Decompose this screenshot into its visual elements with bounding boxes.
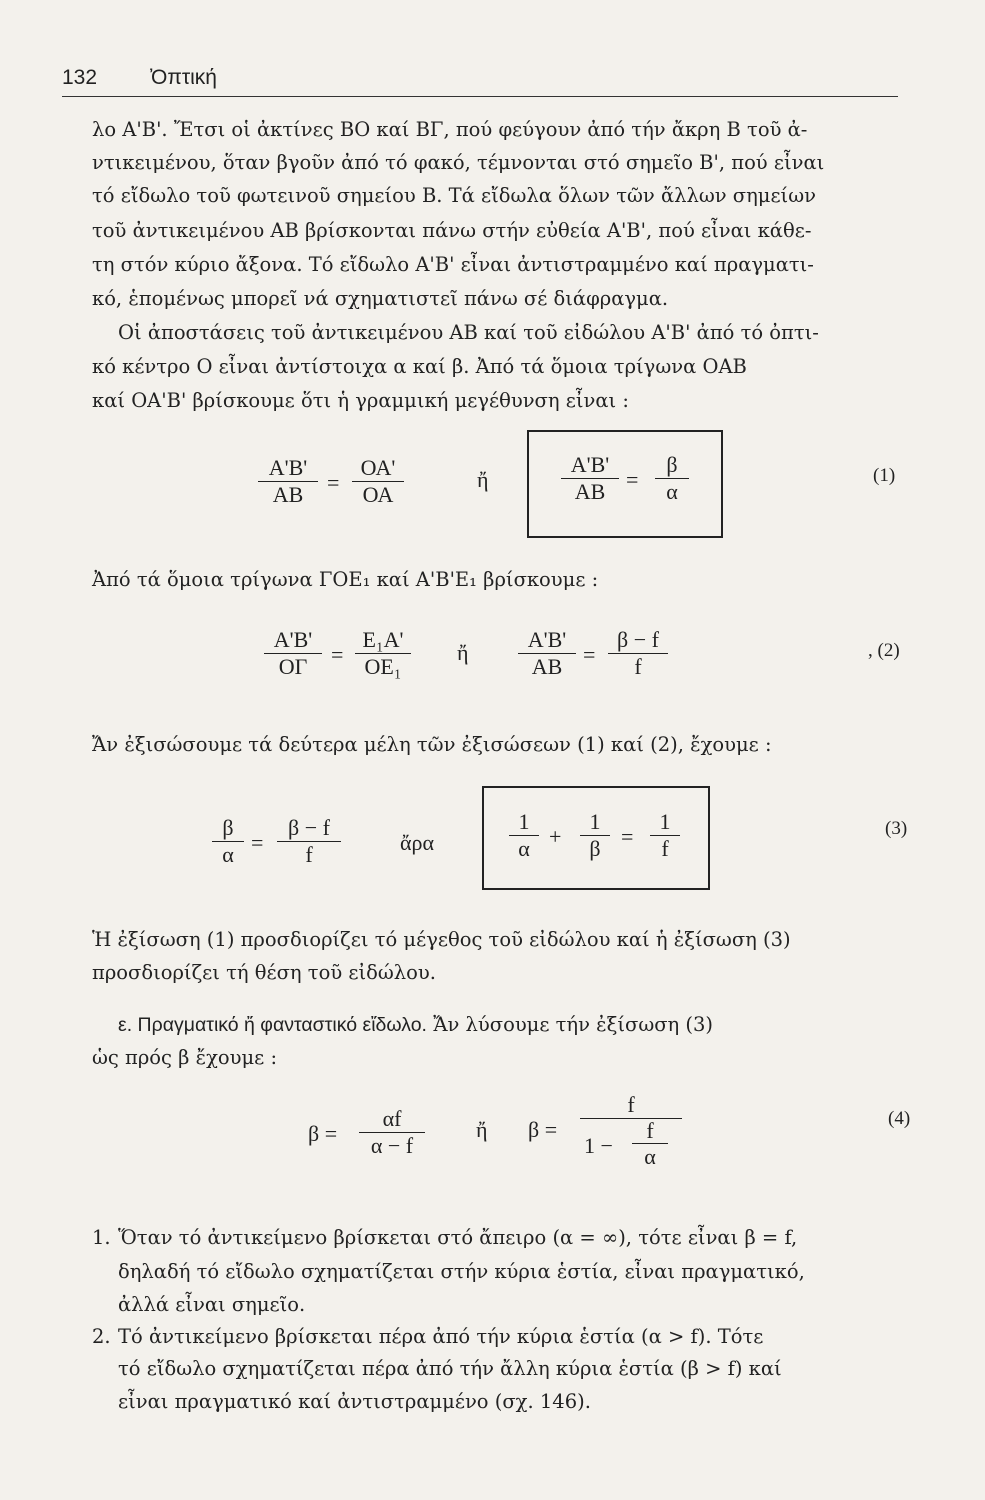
section-title: ε. Πραγματικό ἤ φανταστικό εἴδωλο. (118, 1014, 427, 1036)
equation-number: (3) (885, 818, 908, 839)
fraction: $\frac{\alpha f}{\alpha - f}$ (359, 1106, 425, 1159)
list-marker: 2. (92, 1325, 111, 1348)
fraction: $\frac{\beta - f}{f}$ (608, 627, 668, 680)
text-line: ντικειμένου, ὅταν βγοῦν ἀπό τό φακό, τέμνονται στό σημεῖο Β', πού εἶναι (92, 151, 825, 174)
fraction: $\frac{1}{f}$ (650, 809, 680, 862)
beta-equals: β = (308, 1121, 338, 1146)
text-line: καί ΟΑ'Β' βρίσκουμε ὅτι ἡ γραμμική μεγέθυνση εἶναι : (92, 389, 629, 412)
text-line: κό, ἑπομένως μπορεῖ νά σχηματιστεῖ πάνω σέ διάφραγμα. (92, 287, 669, 310)
equals-sign: = (626, 467, 639, 492)
list-item (92, 1226, 902, 1250)
boxed-equation (527, 430, 723, 538)
equation-number: , (2) (868, 640, 900, 661)
beta-equals: β = (528, 1117, 558, 1142)
text-line: Οἱ ἀποστάσεις τοῦ ἀντικειμένου ΑΒ καί τοῦ εἰδώλου Α'Β' ἀπό τό ὀπτι- (118, 321, 819, 344)
fraction: $\frac{1}{\beta}$ (580, 809, 610, 862)
text-line: ὡς πρός β ἔχουμε : (92, 1046, 278, 1069)
fraction: $\frac{\text{Ε₁Α'}}{\text{ΟΕ₁}}$ (355, 627, 411, 680)
text-line: λο Α'Β'. Ἔτσι οἱ ἀκτίνες ΒΟ καί ΒΓ, πού φεύγουν ἀπό τήν ἄκρη Β τοῦ ἀ- (92, 118, 808, 141)
list-item-continuation: εἶναι πραγματικό καί ἀντιστραμμένο (σχ. 146). (118, 1390, 591, 1413)
or-word: ἤ (477, 467, 489, 492)
page-number: 132 (62, 66, 98, 89)
fraction: $\frac{A'B'}{O\Gamma}$ (264, 627, 322, 680)
fraction: $\frac{A'B'}{AB}$ (518, 627, 576, 680)
running-title: Ὀπτική (150, 66, 217, 89)
text-line: Ἄν ἐξισώσουμε τά δεύτερα μέλη τῶν ἐξισώσεων (1) καί (2), ἔχουμε : (92, 733, 772, 756)
list-item (92, 1325, 902, 1349)
fraction: $\frac{\beta}{\alpha}$ (655, 452, 689, 505)
fraction: $\frac{\beta}{\alpha}$ (212, 815, 244, 868)
text-line: κό κέντρο Ο εἶναι ἀντίστοιχα α καί β. Ἀπό τά ὅμοια τρίγωνα ΟΑΒ (92, 355, 747, 378)
ara-word: ἄρα (400, 830, 435, 855)
text-line: τοῦ ἀντικειμένου ΑΒ βρίσκονται πάνω στήν εὐθεία Α'Β', πού εἶναι κάθε- (92, 219, 812, 242)
plus-sign: + (549, 824, 562, 849)
text-line: προσδιορίζει τή θέση τοῦ εἰδώλου. (92, 961, 436, 984)
list-text: Τό ἀντικείμενο βρίσκεται πέρα ἀπό τήν κύρια ἑστία (α > f). Τότε (118, 1325, 764, 1348)
equals-sign: = (327, 470, 340, 495)
page-header (62, 66, 898, 97)
list-marker: 1. (92, 1226, 111, 1249)
text-line: τη στόν κύριο ἄξονα. Τό εἴδωλο Α'Β' εἶναι ἀντιστραμμένο καί πραγματι- (92, 253, 814, 276)
equals-sign: = (621, 824, 634, 849)
fraction: $\frac{\beta - f}{f}$ (277, 815, 341, 868)
section-heading-line (118, 1013, 928, 1037)
list-item-continuation: δηλαδή τό εἴδωλο σχηματίζεται στήν κύρια ἑστία, εἶναι πραγματικό, (118, 1260, 805, 1283)
fraction: $\frac{1}{\alpha}$ (509, 809, 539, 862)
fraction: $\frac{A'B'}{AB}$ (258, 455, 318, 508)
fraction: $\frac{A'B'}{AB}$ (561, 452, 619, 505)
list-item-continuation: ἀλλά εἶναι σημεῖο. (118, 1293, 306, 1316)
or-word: ἤ (476, 1117, 488, 1142)
text-line: Ἡ ἐξίσωση (1) προσδιορίζει τό μέγεθος τοῦ εἰδώλου καί ἡ ἐξίσωση (3) (92, 928, 791, 951)
text-line: τό εἴδωλο τοῦ φωτεινοῦ σημείου Β. Τά εἴδωλα ὅλων τῶν ἄλλων σημείων (92, 184, 816, 207)
compound-fraction: f 1 − f α (580, 1092, 682, 1175)
equals-sign: = (251, 830, 264, 855)
list-item-continuation: τό εἴδωλο σχηματίζεται πέρα ἀπό τήν ἄλλη κύρια ἑστία (β > f) καί (118, 1357, 782, 1380)
section-text: Ἄν λύσουμε τήν ἐξίσωση (3) (433, 1013, 714, 1036)
equals-sign: = (331, 642, 344, 667)
equation-number: (4) (888, 1108, 911, 1129)
list-text: Ὅταν τό ἀντικείμενο βρίσκεται στό ἄπειρο (α = ∞), τότε εἶναι β = f, (118, 1226, 798, 1249)
equals-sign: = (583, 642, 596, 667)
or-word: ἤ (457, 640, 469, 665)
equation-number: (1) (873, 465, 896, 486)
text-line: Ἀπό τά ὅμοια τρίγωνα ΓΟΕ₁ καί Α'Β'Ε₁ βρίσκουμε : (92, 568, 599, 591)
fraction: $\frac{OA'}{OA}$ (352, 455, 404, 508)
